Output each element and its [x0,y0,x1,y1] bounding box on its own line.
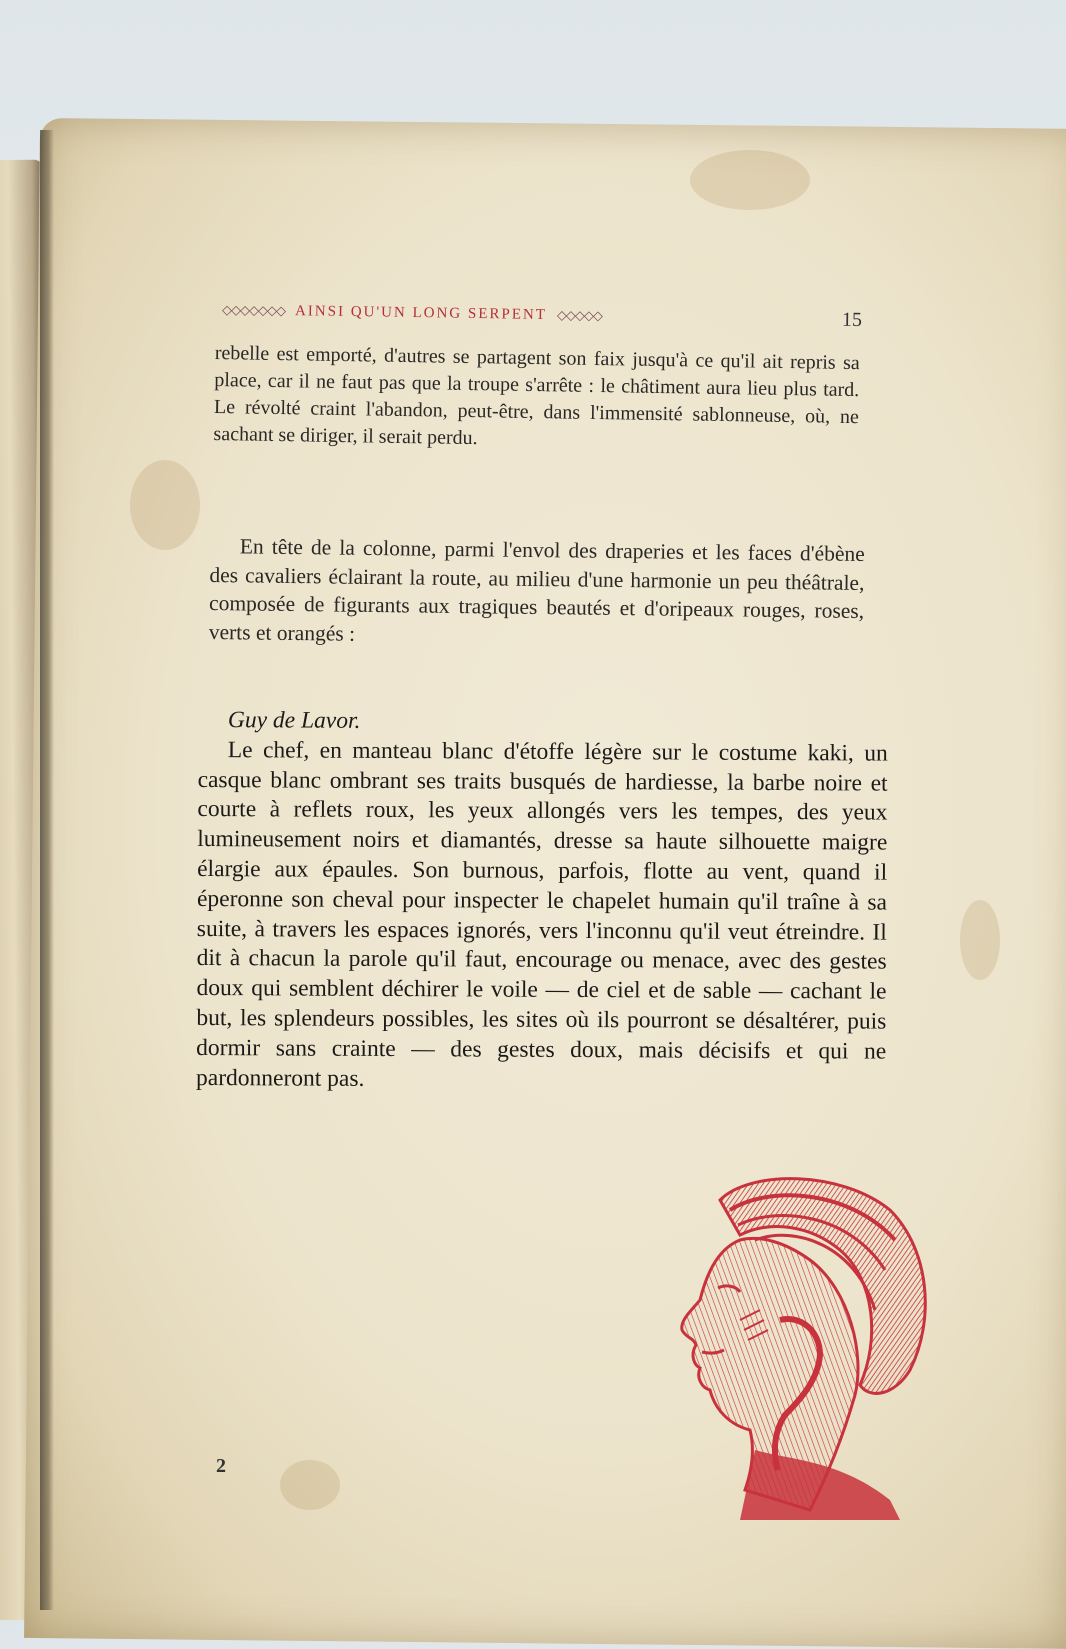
paragraph-text: rebelle est emporté, d'autres se partagent son faix jusqu'à ce qu'il ait repris sa place, car il ne faut pas que la troupe s'arrête : le châtiment aura lieu plus tard. Le révolté craint l'abandon, peut-être, dans l'immensité sablonneuse, où, ne sachant se diriger, il serait perdu. [213,341,860,450]
paragraph-text: Le chef, en manteau blanc d'étoffe légère sur le costume kaki, un casque blanc ombrant ses traits busqués de hardiesse, la barbe noire et courte à reflets roux, les yeux allongés vers les tempes, des yeux lumineusement noirs et diamantés, dresse sa haute silhouette maigre élargie aux épaules. Son burnous, parfois, flotte au vent, quand il éperonne son cheval pour inspecter le chapelet humain qu'il traîne à sa suite, à travers les espaces ignorés, vers l'inconnu qu'il veut étreindre. Il dit à chacun la parole qu'il faut, encourage ou menace, avec des gestes doux qui semblent déchirer le voile — de ciel et de sable — cachant le but, les splendeurs possibles, les sites où ils pourront se désaltérer, puis dormir sans crainte — des gestes doux, mais décisifs et qui ne pardonneront pas. [195,736,888,1092]
page-number: 15 [841,308,863,331]
ornament-right: ◇◇◇◇◇ [556,307,603,324]
paragraph-colonne [209,532,865,654]
woodcut-profile-head-icon [660,1170,940,1530]
foxing-stain [690,150,810,210]
signature-mark: 2 [216,1455,226,1477]
foxing-stain [130,460,200,550]
foxing-stain [280,1460,340,1510]
paragraph-continuation [213,340,860,458]
foxing-stain [960,900,1000,980]
paragraph-chef [196,706,888,1097]
running-title: AINSI QU'UN LONG SERPENT [294,302,548,323]
ornament-left: ◇◇◇◇◇◇◇ [221,302,286,319]
character-name: Guy de Lavor. [227,707,361,734]
paragraph-text: En tête de la colonne, parmi l'envol des draperies et les faces d'ébène des cavaliers éclairant la route, au milieu d'une harmonie un peu théâtrale, composée de figurants aux tragiques beautés et d'oripeaux rouges, roses, verts et orangés : [208,534,865,646]
page-spine-shadow [40,130,54,1610]
